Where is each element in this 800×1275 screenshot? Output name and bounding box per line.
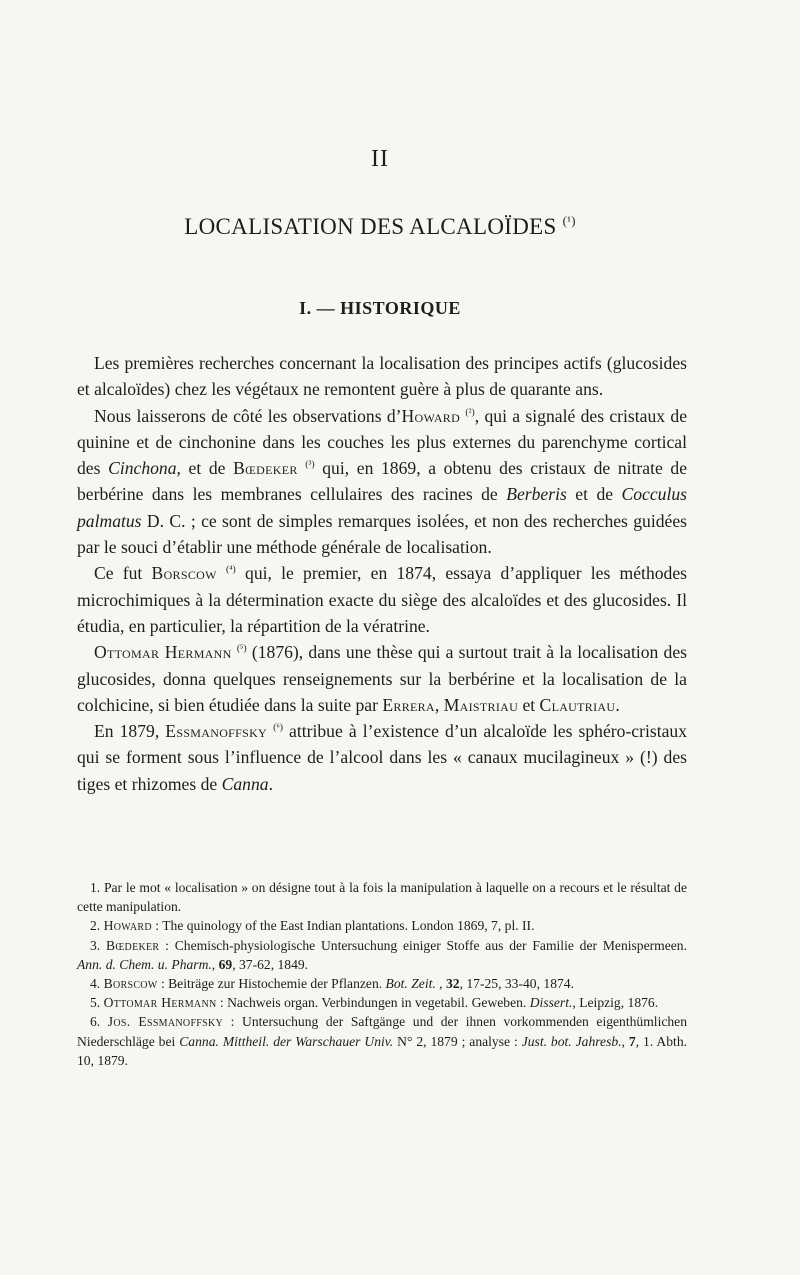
body-text (77, 350, 687, 797)
author-howard: Howard (401, 405, 461, 426)
text-run: , 1. Abth. 10, 1879. (77, 1033, 688, 1068)
text-run: . (268, 773, 273, 794)
author-hermann: Ottomar Hermann (94, 642, 232, 663)
footnote-journal: Dissert. (529, 995, 573, 1011)
footnote-ref-3: (³) (305, 459, 315, 471)
text-run: : Nachweis organ. Verbindungen in vegetabil. Geweben. (216, 995, 530, 1011)
text-run: et de (566, 484, 622, 505)
text-run: , (434, 694, 444, 715)
text-run: (1876), dans une thèse qui a surtout trait à la localisation des glucosides, donna quelques renseignements sur la berbérine et la localisation de la colchicine, si bien étudiée dans la suite par (77, 642, 687, 715)
text-run: , (435, 976, 446, 992)
footnote-2 (77, 916, 687, 935)
taxon-canna: Canna (221, 773, 269, 794)
footnote-journal: Ann. d. Chem. u. Pharm. (77, 956, 212, 972)
footnote-author: Ottomar Hermann (103, 995, 217, 1011)
paragraph-2 (77, 403, 687, 561)
footnote-ref-4: (⁴) (225, 564, 236, 576)
text-run: D. C. ; ce sont de simples remarques isolées, et non des recherches guidées par le souci d’établir une méthode générale de localisation. (77, 510, 687, 558)
text-run: qui, en 1869, a obtenu des cristaux de nitrate de berbérine dans les membranes cellulaires des racines de (77, 458, 688, 505)
text-run: , 17-25, 33-40, 1874. (459, 976, 574, 992)
footnote-ref-1: (¹) (562, 214, 576, 229)
footnote-volume: 7 (628, 1033, 636, 1049)
footnote-journal: Just. bot. Jahresb. (521, 1033, 622, 1049)
text-run: , 37-62, 1849. (232, 956, 309, 972)
footnote-number: 5. (90, 995, 104, 1011)
text-run: , et de (176, 458, 234, 479)
chapter-number: II (371, 146, 389, 172)
taxon-berberis: Berberis (506, 484, 567, 505)
footnotes (77, 878, 687, 1070)
author-essmanoffsky: Essmanoffsky (165, 721, 268, 742)
author-errera: Errera (382, 694, 435, 715)
footnote-ref-6: (⁶) (273, 722, 283, 734)
footnote-journal: Canna. Mittheil. der Warschauer Univ. (179, 1033, 394, 1049)
text-run: qui, le premier, en 1874, essaya d’appliquer les méthodes microchimiques à la détermination exacte du siège des alcaloïdes et des glucosides. Il étudia, en particulier, la répartition de la vératrine. (77, 563, 687, 636)
taxon-cocculus: Cocculus palmatus (77, 484, 687, 531)
taxon-cinchona: Cinchona (108, 458, 177, 479)
section-title: I. — HISTORIQUE (299, 298, 461, 318)
paragraph-5 (77, 718, 687, 797)
footnote-6 (77, 1012, 687, 1070)
paragraph-4 (77, 639, 687, 718)
text-run: : Beiträge zur Histochemie der Pflanzen. (157, 976, 386, 992)
text-run: , qui a signalé des cristaux de quinine et de cinchonine dans les couches les plus externes du parenchyme cortical des (77, 405, 687, 479)
paragraph-3 (77, 560, 687, 639)
text-run: : Untersuchung der Saftgänge und der ihnen vorkommenden eigenthümlichen Niederschläge bei (77, 1014, 688, 1049)
footnote-4 (77, 974, 687, 993)
footnote-volume: 32 (445, 976, 460, 992)
footnote-author: Howard (103, 918, 152, 934)
text-run: et (518, 694, 540, 715)
author-maistriau: Maistriau (443, 694, 519, 715)
footnote-journal: Bot. Zeit. (385, 976, 436, 992)
text-run: Nous laisserons de côté les observations d’ (94, 405, 402, 426)
chapter-title (0, 214, 760, 240)
footnote-5 (77, 993, 687, 1012)
footnote-1: 1. Par le mot « localisation » on désigne tout à la fois la manipulation à laquelle on a recours et le résultat de cette manipulation. (77, 880, 687, 915)
text-run: , (621, 1033, 629, 1049)
author-clautriau: Clautriau (539, 694, 616, 715)
footnote-volume: 69 (218, 956, 233, 972)
footnote-author: Borscow (103, 976, 158, 992)
text-run: : Chemisch-physiologische Untersuchung einiger Stoffe aus der Familie der Menispermeen. (159, 937, 687, 953)
chapter-title-text: LOCALISATION DES ALCALOÏDES (184, 214, 557, 239)
footnote-author: Jos. Essmanoffsky (107, 1014, 224, 1030)
text-run: N° 2, 1879 ; analyse : (393, 1033, 522, 1049)
author-boedeker: Bœdeker (233, 458, 298, 479)
text-run: : The quinology of the East Indian plantations. London 1869, 7, pl. II. (151, 918, 535, 934)
author-borscow: Borscow (151, 563, 217, 584)
footnote-author: Bœdeker (105, 937, 160, 953)
text-run: , (211, 956, 219, 972)
footnote-ref-5: (⁵) (236, 643, 247, 655)
paragraph-1: Les premières recherches concernant la localisation des principes actifs (glucosides et alcaloïdes) chez les végétaux ne remontent guère à plus de quarante ans. (77, 353, 687, 400)
footnote-number: 6. (90, 1014, 108, 1030)
text-run: . (615, 694, 620, 715)
text-run: Ce fut (94, 563, 152, 584)
text-run: En 1879, (94, 721, 166, 742)
text-run: , Leipzig, 1876. (572, 995, 659, 1011)
footnote-number: 3. (90, 937, 106, 953)
footnote-ref-2: (²) (465, 406, 475, 418)
footnote-number: 4. (90, 976, 104, 992)
footnote-3 (77, 936, 687, 974)
text-run: attribue à l’existence d’un alcaloïde les sphéro-cristaux qui se forment sous l’influence de l’alcool dans les « canaux mucilagineux » (!) des tiges et rhizomes de (77, 721, 687, 794)
footnote-number: 2. (90, 918, 104, 934)
